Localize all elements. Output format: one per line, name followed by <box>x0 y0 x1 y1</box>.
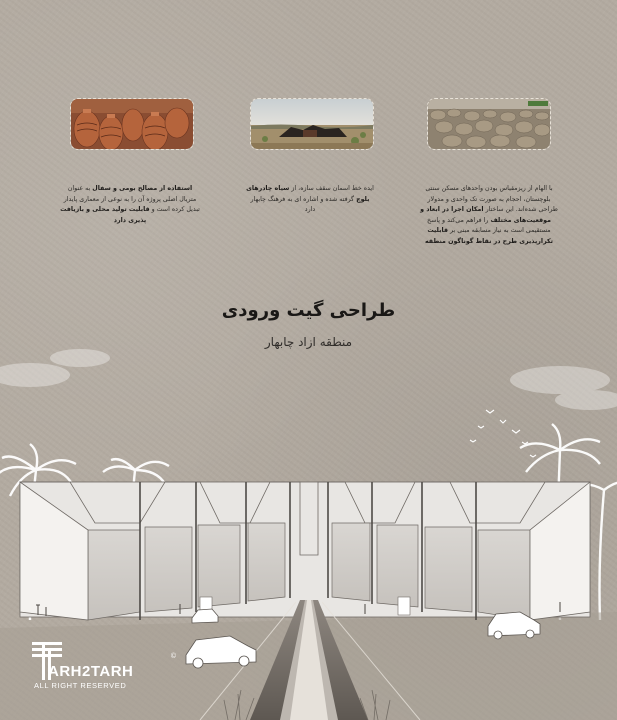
baloch-tent-caption: ایده خط اسمان سقف سازه، از سیاه چادرهای بلوچ گرفته شده و اشاره ای به فرهنگ چابهار دارد <box>246 185 374 213</box>
baloch-tent-photo <box>250 98 374 150</box>
trademark-symbol: © <box>170 653 176 660</box>
clay-pottery-photo <box>70 98 194 150</box>
logo-wordmark: ARH2TARH <box>48 663 134 680</box>
domed-village-caption: با الهام از ریزمقیاس بودن واحدهای مسکن سنتی بلوچستان، احجام به صورت تک واحدی و مدولار طراحی شده‌اند. این ساختار امکان اجرا در ابعاد و موقعیت‌های مختلف را فراهم می‌کند و پاسخ مستقیمی است به نیاز مسابقه مبنی بر قابلیت تکرارپذیری طرح در نقاط گوناگون منطقه <box>420 185 558 245</box>
page-title: طراحی گیت ورودی <box>221 300 396 321</box>
clay-pottery-caption: استفاده از مصالح بومی و سفال به عنوان متریال اصلی پروژه آن را به نوعی از معماری پایدار تبدیل کرده است و قابلیت تولید محلی و بازیافت پذیری دارد <box>60 185 200 224</box>
page-subtitle: منطقه ازاد چابهار <box>264 335 353 349</box>
birds <box>470 410 536 457</box>
logo-tagline: ALL RIGHT RESERVED <box>34 681 127 690</box>
domed-village-photo <box>427 98 551 150</box>
clouds <box>0 349 617 410</box>
